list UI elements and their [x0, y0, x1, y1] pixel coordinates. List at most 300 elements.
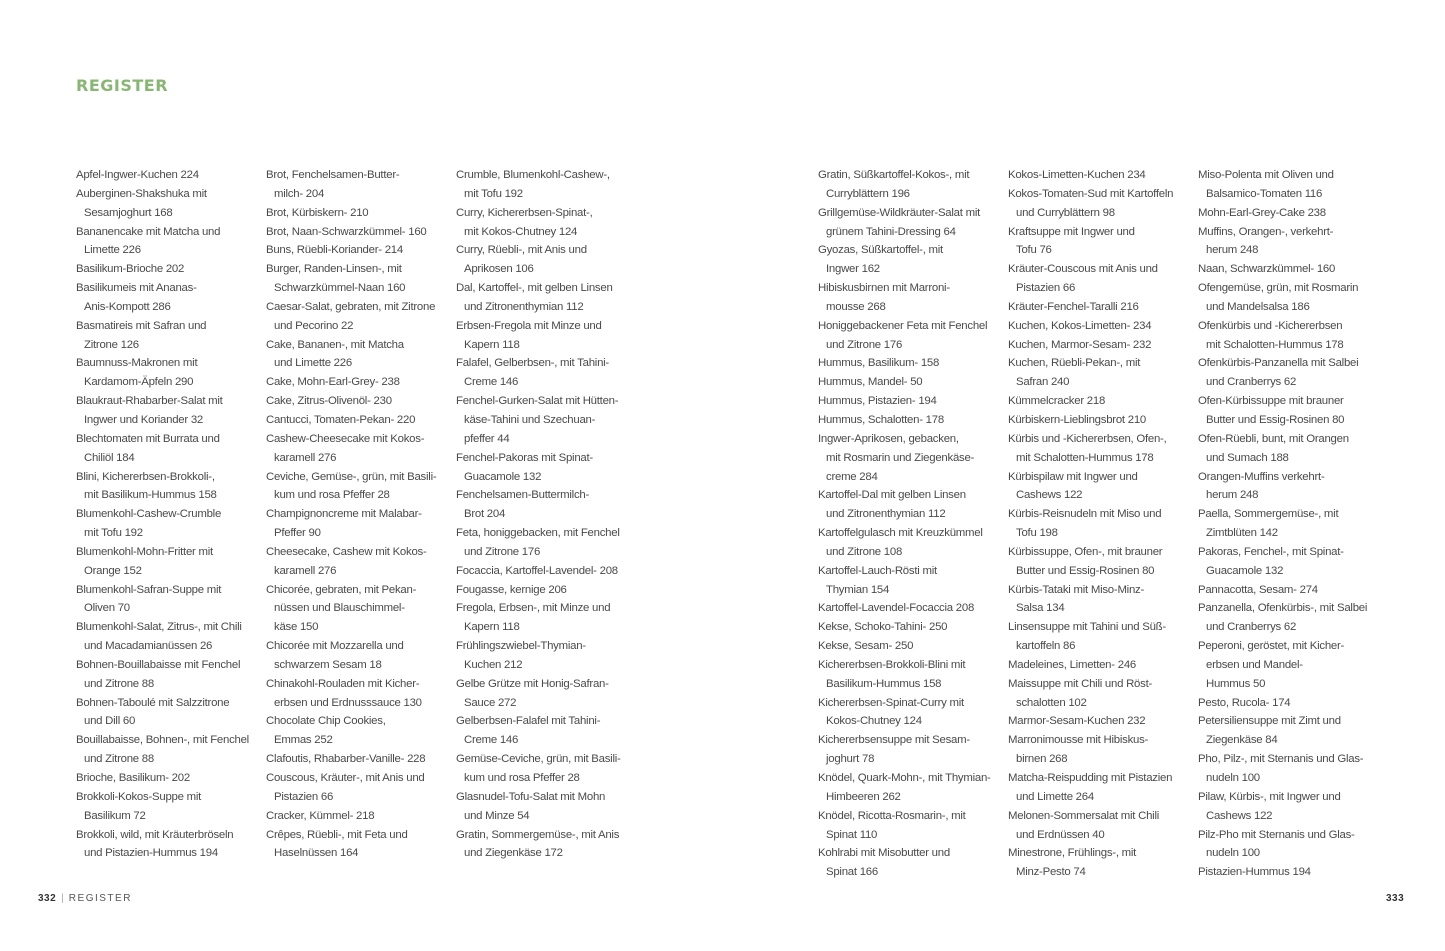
index-entry-line: und Erdnüssen 40 [1016, 828, 1105, 841]
index-entry-line: Fenchelsamen-Buttermilch- [456, 489, 590, 502]
index-entry-line: Brioche, Basilikum- 202 [76, 772, 190, 784]
index-entry-line: Kuchen, Marmor-Sesam- 232 [1008, 338, 1152, 351]
index-entry-line: Ingwer 162 [826, 263, 880, 276]
index-entry [76, 505, 254, 543]
index-entry-line: Kuchen 212 [464, 658, 523, 671]
index-entry-line: herum 248 [1206, 244, 1259, 257]
index-entry [266, 712, 444, 750]
index-entry [266, 637, 444, 675]
index-entry-line: nudeln 100 [1206, 772, 1260, 784]
index-entry [818, 694, 996, 732]
index-entry-line: und Macadamianüssen 26 [84, 640, 213, 653]
index-entry-line: kum und rosa Pfeffer 28 [464, 772, 580, 784]
index-entry [1198, 166, 1376, 204]
index-entry-line: Spinat 166 [826, 866, 878, 879]
index-entry [818, 317, 996, 355]
index-entry-line: Kürbis-Reisnudeln mit Miso und [1008, 508, 1162, 521]
index-entry-line: Ofen-Kürbissuppe mit brauner [1198, 395, 1344, 408]
index-entry-line: Ingwer und Koriander 32 [84, 413, 203, 426]
index-entry [1198, 317, 1376, 355]
index-entry-line: Bohnen-Bouillabaisse mit Fenchel [76, 658, 241, 671]
index-entry-line: Pannacotta, Sesam- 274 [1198, 583, 1318, 596]
index-entry-line: Kartoffelgulasch mit Kreuzkümmel [818, 527, 983, 540]
page-number-right: 333 [1386, 893, 1405, 904]
index-entry-line: erbsen und Erdnusssauce 130 [274, 696, 422, 709]
index-entry [266, 675, 444, 713]
index-entry [818, 486, 996, 524]
index-entry [456, 354, 634, 392]
index-entry-line: Curry, Kichererbsen-Spinat-, [456, 206, 593, 219]
index-entry-line: Gratin, Süßkartoffel-Kokos-, mit [818, 169, 970, 181]
index-entry-line: Hummus, Basilikum- 158 [818, 357, 940, 370]
index-entry [76, 185, 254, 223]
index-entry [818, 354, 996, 373]
index-entry [456, 750, 634, 788]
index-entry-line: Pistazien-Hummus 194 [1198, 866, 1311, 879]
index-entry [76, 468, 254, 506]
index-entry [1198, 543, 1376, 581]
index-entry [76, 826, 254, 864]
index-entry-line: Kürbispilaw mit Ingwer und [1008, 470, 1138, 483]
index-entry [1198, 712, 1376, 750]
index-entry-line: Ofenkürbis und -Kichererbsen [1198, 319, 1343, 332]
index-entry-line: Zimtblüten 142 [1206, 527, 1278, 540]
index-entry-line: Ziegenkäse 84 [1206, 734, 1278, 747]
index-entry [266, 260, 444, 298]
index-entry [1008, 392, 1186, 411]
index-entry-line: Kümmelcracker 218 [1008, 395, 1106, 408]
index-entry-line: Brokkoli, wild, mit Kräuterbröseln [76, 828, 234, 841]
index-entry [1198, 581, 1376, 600]
index-entry [266, 430, 444, 468]
index-entry-line: Himbeeren 262 [826, 790, 901, 803]
index-entry [266, 468, 444, 506]
index-entry [266, 373, 444, 392]
index-entry-line: Gelberbsen-Falafel mit Tahini- [456, 715, 601, 728]
index-entry-line: Guacamole 132 [1206, 564, 1284, 577]
index-entry [1008, 581, 1186, 619]
index-entry-line: Basilikum 72 [84, 809, 146, 822]
index-entry [1198, 863, 1376, 882]
index-entry [266, 166, 444, 204]
index-entry-line: Crêpes, Rüebli-, mit Feta und [266, 828, 408, 841]
index-entry-line: Curry, Rüebli-, mit Anis und [456, 244, 587, 257]
index-entry-line: Clafoutis, Rhabarber-Vanille- 228 [266, 753, 426, 766]
index-entry [456, 166, 634, 204]
index-entry-line: Guacamole 132 [464, 470, 542, 483]
index-entry-line: und Zitronenthymian 112 [464, 300, 584, 313]
index-entry-line: und Zitrone 176 [464, 545, 541, 558]
index-entry-line: herum 248 [1206, 489, 1259, 502]
index-entry-line: Sauce 272 [464, 696, 517, 709]
index-entry-line: und Pistazien-Hummus 194 [84, 847, 218, 860]
index-entry-line: und Zitrone 88 [84, 677, 154, 690]
index-entry [1198, 788, 1376, 826]
index-entry [456, 449, 634, 487]
index-column-1 [76, 166, 254, 863]
index-entry [1198, 637, 1376, 694]
index-entry-line: Cantucci, Tomaten-Pekan- 220 [266, 413, 416, 426]
index-entry-line: Minz-Pesto 74 [1016, 866, 1086, 879]
index-entry-line: erbsen und Mandel- [1206, 658, 1303, 671]
index-entry-line: Basilikumeis mit Ananas- [76, 282, 197, 295]
index-entry-line: Ingwer-Aprikosen, gebacken, [818, 432, 959, 445]
index-entry-line: schwarzem Sesam 18 [274, 658, 382, 671]
index-entry [266, 241, 444, 260]
index-entry [1008, 543, 1186, 581]
index-entry-line: Creme 146 [464, 734, 519, 747]
index-entry-line: Blumenkohl-Cashew-Crumble [76, 508, 222, 521]
index-entry [76, 317, 254, 355]
index-entry [818, 599, 996, 618]
index-entry-line: Champignoncreme mit Malabar- [266, 508, 422, 521]
index-entry [818, 844, 996, 882]
index-entry [76, 694, 254, 732]
index-entry [818, 769, 996, 807]
index-entry-line: Kuchen, Rüebli-Pekan-, mit [1008, 357, 1141, 370]
index-entry [76, 769, 254, 788]
index-entry-line: mit Tofu 192 [464, 187, 523, 200]
index-entry-line: Knödel, Quark-Mohn-, mit Thymian- [818, 772, 991, 784]
index-entry [1008, 731, 1186, 769]
index-entry-line: Anis-Kompott 286 [84, 300, 171, 313]
index-entry [76, 430, 254, 468]
index-entry [266, 769, 444, 807]
index-entry [456, 317, 634, 355]
index-entry [1008, 844, 1186, 882]
index-entry-line: Tofu 76 [1016, 244, 1052, 257]
index-entry-line: Hummus, Pistazien- 194 [818, 395, 937, 408]
index-entry-line: Gemüse-Ceviche, grün, mit Basili- [456, 753, 621, 766]
index-entry [76, 166, 254, 185]
index-entry-line: Kapern 118 [464, 338, 520, 351]
index-entry [1198, 430, 1376, 468]
index-entry-line: Fougasse, kernige 206 [456, 583, 567, 596]
index-entry [818, 373, 996, 392]
index-entry-line: Sesamjoghurt 168 [84, 206, 173, 219]
index-entry-line: Curryblättern 196 [826, 187, 910, 200]
index-entry-line: pfeffer 44 [464, 432, 510, 445]
index-entry-line: Creme 146 [464, 376, 519, 389]
index-entry-line: Balsamico-Tomaten 116 [1206, 187, 1323, 200]
index-entry [1008, 223, 1186, 261]
index-entry-line: Muffins, Orangen-, verkehrt- [1198, 225, 1334, 238]
index-entry [1008, 656, 1186, 675]
index-entry-line: Pfeffer 90 [274, 527, 321, 540]
index-entry [1198, 354, 1376, 392]
index-column-3 [456, 166, 634, 863]
index-entry-line: kartoffeln 86 [1016, 640, 1076, 653]
index-entry-line: Brot, Naan-Schwarzkümmel- 160 [266, 225, 427, 238]
footer-section-label: REGISTER [68, 893, 132, 904]
index-entry [76, 354, 254, 392]
index-entry [456, 486, 634, 524]
index-entry-line: Pakoras, Fenchel-, mit Spinat- [1198, 545, 1344, 558]
index-entry [1008, 411, 1186, 430]
index-entry-line: Kräuter-Fenchel-Taralli 216 [1008, 300, 1139, 313]
index-entry-line: Cashews 122 [1016, 489, 1083, 502]
index-entry [1008, 185, 1186, 223]
index-entry-line: Burger, Randen-Linsen-, mit [266, 263, 402, 276]
index-entry-line: Chiliöl 184 [84, 451, 135, 464]
index-entry [266, 411, 444, 430]
index-entry-line: Kapern 118 [464, 621, 520, 634]
index-entry-line: Basilikum-Brioche 202 [76, 263, 185, 276]
index-entry-line: Butter und Essig-Rosinen 80 [1016, 564, 1155, 577]
index-entry-line: Haselnüssen 164 [274, 847, 359, 860]
index-entry [456, 712, 634, 750]
index-entry-line: Cashew-Cheesecake mit Kokos- [266, 432, 425, 445]
index-entry-line: Hibiskusbirnen mit Marroni- [818, 282, 950, 295]
index-entry [456, 675, 634, 713]
index-entry-line: Hummus, Mandel- 50 [818, 376, 923, 389]
index-entry-line: birnen 268 [1016, 753, 1068, 766]
index-entry [266, 392, 444, 411]
index-entry [266, 750, 444, 769]
index-entry-line: Falafel, Gelberbsen-, mit Tahini- [456, 357, 609, 370]
index-entry-line: schalotten 102 [1016, 696, 1087, 709]
index-entry-line: Paella, Sommergemüse-, mit [1198, 508, 1339, 521]
index-entry [76, 260, 254, 279]
index-entry-line: Mohn-Earl-Grey-Cake 238 [1198, 206, 1326, 219]
index-entry-line: Pistazien 66 [1016, 282, 1076, 295]
index-entry-line: Cashews 122 [1206, 809, 1273, 822]
index-entry-line: Salsa 134 [1016, 602, 1065, 615]
index-entry-line: Miso-Polenta mit Oliven und [1198, 169, 1334, 181]
index-entry-line: Tofu 198 [1016, 527, 1058, 540]
index-entry-line: Linsensuppe mit Tahini und Süß- [1008, 621, 1166, 634]
index-entry-line: Marmor-Sesam-Kuchen 232 [1008, 715, 1146, 728]
index-entry [1008, 430, 1186, 468]
index-entry-line: Dal, Kartoffel-, mit gelben Linsen [456, 282, 613, 295]
index-entry-line: Petersiliensuppe mit Zimt und [1198, 715, 1341, 728]
page-number-left: 332 [38, 893, 57, 904]
index-entry-line: Bohnen-Taboulé mit Salzzitrone [76, 696, 230, 709]
index-entry-line: Blini, Kichererbsen-Brokkoli-, [76, 470, 215, 483]
index-entry [266, 336, 444, 374]
index-entry-line: Kürbis-Tataki mit Miso-Minz- [1008, 583, 1145, 596]
index-entry-line: Chicorée, gebraten, mit Pekan- [266, 583, 417, 596]
index-entry [818, 562, 996, 600]
index-entry-line: Schwarzkümmel-Naan 160 [274, 282, 406, 295]
index-entry-line: Caesar-Salat, gebraten, mit Zitrone [266, 300, 436, 313]
index-entry-line: mousse 268 [826, 300, 886, 313]
index-entry-line: Gratin, Sommergemüse-, mit Anis [456, 828, 620, 841]
index-column-4 [818, 166, 996, 882]
index-entry-line: Pho, Pilz-, mit Sternanis und Glas- [1198, 753, 1364, 766]
index-entry-line: Crumble, Blumenkohl-Cashew-, [456, 169, 610, 181]
index-entry-line: Cake, Mohn-Earl-Grey- 238 [266, 376, 400, 389]
index-entry-line: Kardamom-Äpfeln 290 [84, 376, 194, 389]
index-entry-line: Chocolate Chip Cookies, [266, 715, 386, 728]
index-entry-line: nüssen und Blauschimmel- [274, 602, 405, 615]
index-entry [1008, 354, 1186, 392]
index-entry [266, 581, 444, 638]
index-entry-line: Pistazien 66 [274, 790, 334, 803]
index-entry-line: Cracker, Kümmel- 218 [266, 809, 375, 822]
index-entry [76, 656, 254, 694]
index-entry-line: Ceviche, Gemüse-, grün, mit Basili- [266, 470, 437, 483]
index-entry-line: Gelbe Grütze mit Honig-Safran- [456, 677, 609, 690]
index-entry-line: mit Basilikum-Hummus 158 [84, 489, 217, 502]
index-entry-line: und Zitrone 88 [84, 753, 154, 766]
index-entry-line: Glasnudel-Tofu-Salat mit Mohn [456, 790, 606, 803]
index-entry [818, 731, 996, 769]
index-entry [818, 166, 996, 204]
index-entry-line: und Pecorino 22 [274, 319, 354, 332]
index-entry [266, 543, 444, 581]
index-entry-line: und Cranberrys 62 [1206, 376, 1297, 389]
index-entry [266, 505, 444, 543]
index-entry [818, 411, 996, 430]
index-column-2 [266, 166, 444, 863]
index-entry-line: kum und rosa Pfeffer 28 [274, 489, 390, 502]
index-entry [818, 656, 996, 694]
index-entry-line: karamell 276 [274, 451, 337, 464]
index-entry-line: Ofengemüse, grün, mit Rosmarin [1198, 282, 1359, 295]
index-entry-line: Pilaw, Kürbis-, mit Ingwer und [1198, 790, 1341, 803]
index-entry [1008, 166, 1186, 185]
index-entry-line: mit Tofu 192 [84, 527, 143, 540]
index-entry-line: Kohlrabi mit Misobutter und [818, 847, 950, 860]
index-entry [266, 204, 444, 223]
index-entry-line: Baumnuss-Makronen mit [76, 357, 198, 370]
index-entry [1008, 675, 1186, 713]
index-entry-line: Kuchen, Kokos-Limetten- 234 [1008, 319, 1152, 332]
index-entry [76, 581, 254, 619]
index-entry-line: Cake, Bananen-, mit Matcha [266, 338, 404, 351]
index-entry-line: Feta, honiggebacken, mit Fenchel [456, 527, 620, 540]
index-entry-line: mit Kokos-Chutney 124 [464, 225, 578, 238]
index-entry-line: milch- 204 [274, 187, 325, 200]
index-entry-line: Madeleines, Limetten- 246 [1008, 658, 1136, 671]
index-entry-line: joghurt 78 [826, 753, 875, 766]
footer-left [38, 893, 132, 904]
index-entry [266, 807, 444, 826]
index-entry-line: Kartoffel-Lauch-Rösti mit [818, 564, 937, 577]
index-entry [1198, 279, 1376, 317]
index-entry-line: und Zitrone 176 [826, 338, 903, 351]
index-entry-line: und Ziegenkäse 172 [464, 847, 563, 860]
index-entry-line: Hummus 50 [1206, 677, 1266, 690]
index-entry-line: Maissuppe mit Chili und Röst- [1008, 677, 1153, 690]
index-entry-line: Matcha-Reispudding mit Pistazien [1008, 772, 1173, 784]
index-entry [456, 241, 634, 279]
index-entry [456, 392, 634, 449]
index-entry-line: Blaukraut-Rhabarber-Salat mit [76, 395, 223, 408]
index-entry [266, 223, 444, 242]
footer-separator: | [61, 893, 64, 904]
index-entry [1008, 317, 1186, 336]
index-entry-line: Limette 226 [84, 244, 141, 257]
index-entry-line: Orange 152 [84, 564, 142, 577]
index-entry-line: Apfel-Ingwer-Kuchen 224 [76, 169, 199, 181]
index-entry [818, 241, 996, 279]
index-entry [1198, 223, 1376, 261]
index-entry-line: und Limette 264 [1016, 790, 1094, 803]
index-entry-line: Kürbis und -Kichererbsen, Ofen-, [1008, 432, 1167, 445]
index-entry [76, 788, 254, 826]
index-entry-line: Blechtomaten mit Burrata und [76, 432, 220, 445]
index-entry-line: Kokos-Tomaten-Sud mit Kartoffeln [1008, 187, 1174, 200]
index-entry [818, 279, 996, 317]
index-entry-line: Cake, Zitrus-Olivenöl- 230 [266, 395, 392, 408]
index-entry-line: Blumenkohl-Mohn-Fritter mit [76, 545, 213, 558]
index-entry [1008, 260, 1186, 298]
index-column-6 [1198, 166, 1376, 882]
index-entry-line: Kekse, Sesam- 250 [818, 640, 914, 653]
index-entry [818, 618, 996, 637]
index-entry-line: Basmatireis mit Safran und [76, 319, 207, 332]
index-entry-line: Spinat 110 [826, 828, 878, 841]
index-entry [1008, 618, 1186, 656]
index-entry [818, 524, 996, 562]
index-entry-line: Fenchel-Pakoras mit Spinat- [456, 451, 593, 464]
index-entry-line: käse 150 [274, 621, 319, 634]
index-entry-line: Erbsen-Fregola mit Minze und [456, 319, 602, 332]
index-entry [266, 826, 444, 864]
index-entry [1008, 336, 1186, 355]
index-entry-line: Kräuter-Couscous mit Anis und [1008, 263, 1158, 276]
index-entry [456, 826, 634, 864]
index-entry [76, 543, 254, 581]
index-entry [1008, 712, 1186, 731]
index-entry-line: und Mandelsalsa 186 [1206, 300, 1310, 313]
index-column-5 [1008, 166, 1186, 882]
index-entry [818, 807, 996, 845]
index-entry-line: Honiggebackener Feta mit Fenchel [818, 319, 988, 332]
index-entry [1008, 468, 1186, 506]
index-entry-line: Buns, Rüebli-Koriander- 214 [266, 244, 403, 257]
index-entry-line: Knödel, Ricotta-Rosmarin-, mit [818, 809, 966, 822]
index-entry-line: Safran 240 [1016, 376, 1070, 389]
index-entry-line: Butter und Essig-Rosinen 80 [1206, 413, 1345, 426]
index-entry [1198, 599, 1376, 637]
index-entry [1008, 505, 1186, 543]
index-entry [1008, 769, 1186, 807]
index-entry-line: Blumenkohl-Salat, Zitrus-, mit Chili [76, 621, 242, 634]
index-entry [456, 279, 634, 317]
index-entry-line: Peperoni, geröstet, mit Kicher- [1198, 640, 1345, 653]
index-entry-line: karamell 276 [274, 564, 337, 577]
page-heading: REGISTER [76, 76, 169, 95]
index-entry-line: creme 284 [826, 470, 878, 483]
index-entry [266, 298, 444, 336]
index-entry-line: Hummus, Schalotten- 178 [818, 413, 944, 426]
index-entry [456, 581, 634, 600]
index-entry-line: Kartoffel-Dal mit gelben Linsen [818, 489, 966, 502]
index-entry-line: Kichererbsen-Spinat-Curry mit [818, 696, 964, 709]
index-entry [818, 204, 996, 242]
index-entry [456, 204, 634, 242]
index-entry-line: und Sumach 188 [1206, 451, 1289, 464]
index-entry-line: und Zitrone 108 [826, 545, 903, 558]
index-entry-line: Orangen-Muffins verkehrt- [1198, 470, 1325, 483]
index-entry [456, 599, 634, 637]
index-entry-line: Thymian 154 [826, 583, 890, 596]
index-entry [456, 788, 634, 826]
index-entry-line: Chinakohl-Rouladen mit Kicher- [266, 677, 420, 690]
index-entry [76, 392, 254, 430]
index-entry-line: Chicorée mit Mozzarella und [266, 640, 404, 653]
index-entry-line: und Curryblättern 98 [1016, 206, 1115, 219]
index-entry-line: und Dill 60 [84, 715, 136, 728]
index-entry-line: Ofenkürbis-Panzanella mit Salbei [1198, 357, 1359, 370]
index-entry [76, 223, 254, 261]
index-entry-line: Kürbissuppe, Ofen-, mit brauner [1008, 545, 1163, 558]
index-entry-line: Fenchel-Gurken-Salat mit Hütten- [456, 395, 619, 408]
index-entry-line: grünem Tahini-Dressing 64 [826, 225, 956, 238]
